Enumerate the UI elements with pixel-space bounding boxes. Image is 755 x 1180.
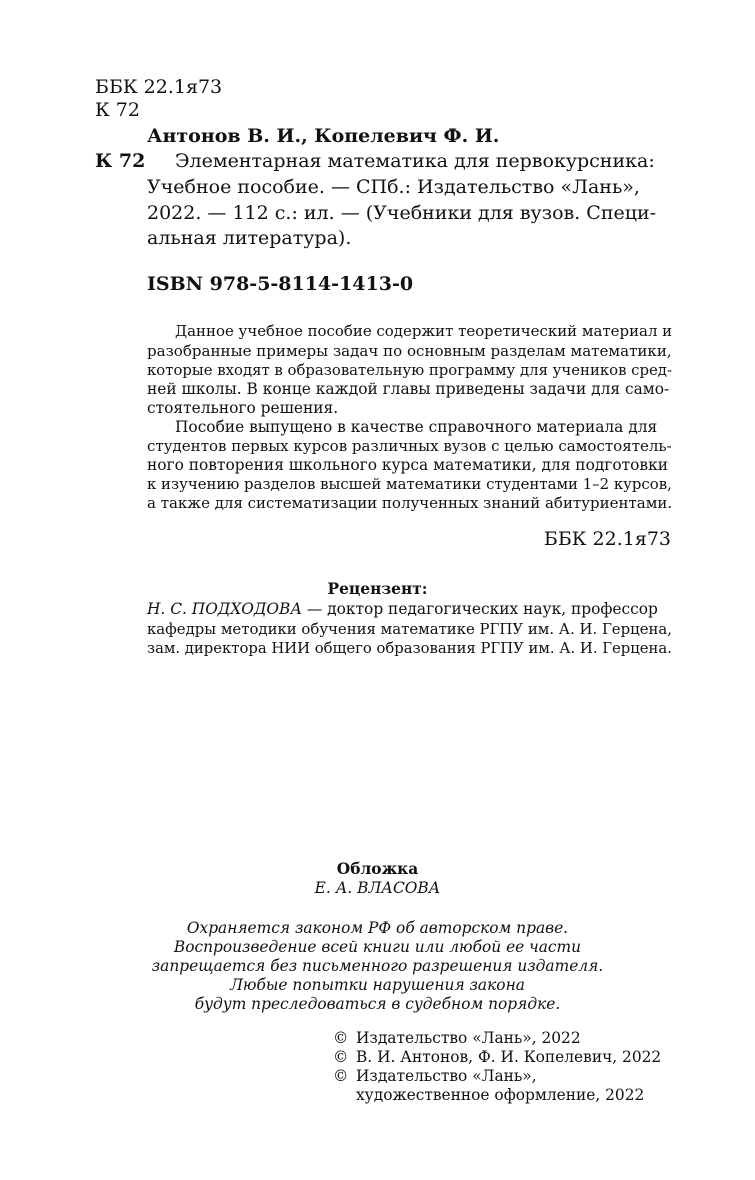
copyright-symbol-2: ©	[333, 1048, 349, 1066]
reviewer-line-1	[147, 600, 658, 619]
title-line-2: Учебное пособие. — СПб.: Издательство «Лань»,	[147, 176, 640, 198]
title-line-3: 2022. — 112 с.: ил. — (Учебники для вузов. Специ-	[147, 202, 657, 224]
notice-line-2: Воспроизведение всей книги или любой ее части	[173, 938, 582, 956]
notice-line-4: Любые попытки нарушения закона	[230, 976, 525, 994]
author-index-left: К 72	[95, 150, 146, 172]
copyright-symbol-1: ©	[333, 1029, 349, 1047]
cover-heading: Обложка	[336, 860, 419, 878]
reviewer-line-3: зам. директора НИИ общего образования РГПУ им. А. И. Герцена.	[147, 640, 672, 657]
abstract-line-9: к изучению разделов высшей математики студентами 1–2 курсов,	[147, 475, 672, 493]
abstract-line-8: ного повторения школьного курса математики, для подготовки	[147, 456, 668, 474]
bbk-code-top: ББК 22.1я73	[95, 76, 223, 98]
copyright-line-4: художественное оформление, 2022	[356, 1086, 645, 1104]
notice-line-3: запрещается без письменного разрешения издателя.	[151, 957, 604, 975]
abstract-line-7: студентов первых курсов различных вузов с целью самостоятель-	[147, 437, 672, 455]
title-line-1: Элементарная математика для первокурсника:	[175, 150, 655, 172]
copyright-line-2: В. И. Антонов, Ф. И. Копелевич, 2022	[356, 1048, 662, 1066]
reviewer-name: Н. С. ПОДХОДОВА	[147, 600, 302, 618]
reviewer-line-2: кафедры методики обучения математике РГПУ им. А. И. Герцена,	[147, 620, 673, 638]
abstract-line-10: а также для систематизации полученных знаний абитуриентами.	[147, 494, 673, 512]
abstract-line-4: ней школы. В конце каждой главы приведены задачи для само-	[147, 380, 670, 398]
copyright-line-3: Издательство «Лань»,	[356, 1067, 537, 1085]
abstract-line-5: стоятельного решения.	[147, 399, 339, 417]
abstract-line-6: Пособие выпущено в качестве справочного материала для	[175, 418, 658, 436]
bbk-code-right: ББК 22.1я73	[543, 528, 671, 550]
title-line-4: альная литература).	[147, 227, 352, 249]
notice-line-1: Охраняется законом РФ об авторском праве.	[186, 919, 569, 937]
cover-designer: Е. А. ВЛАСОВА	[314, 879, 441, 897]
author-index-top: К 72	[95, 99, 140, 121]
copyright-symbol-3: ©	[333, 1067, 349, 1085]
authors: Антонов В. И., Копелевич Ф. И.	[147, 125, 500, 147]
notice-line-5: будут преследоваться в судебном порядке.	[194, 995, 561, 1013]
isbn: ISBN 978-5-8114-1413-0	[147, 273, 414, 295]
reviewer-title: — доктор педагогических наук, профессор	[302, 600, 658, 618]
reviewer-heading: Рецензент:	[327, 580, 428, 598]
copyright-line-1: Издательство «Лань», 2022	[356, 1029, 581, 1047]
abstract-line-1: Данное учебное пособие содержит теоретический материал и	[175, 322, 673, 340]
abstract-line-2: разобранные примеры задач по основным разделам математики,	[147, 342, 672, 360]
abstract-line-3: которые входят в образовательную программу для учеников сред-	[147, 361, 672, 379]
